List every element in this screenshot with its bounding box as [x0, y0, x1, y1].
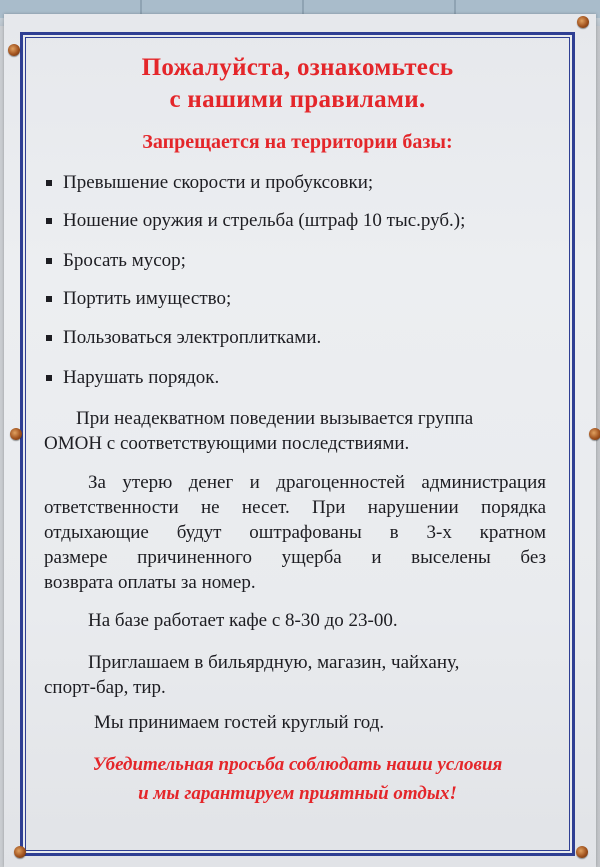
paragraph-line: Мы принимаем гостей круглый год.: [94, 712, 385, 733]
poster-title-line-1: Пожалуйста, ознакомьтесь: [141, 54, 454, 81]
rule-text: Бросать мусор;: [63, 250, 186, 271]
pin-icon: [10, 428, 22, 440]
pin-icon: [589, 428, 600, 440]
bullet-icon: [46, 180, 52, 186]
bullet-icon: [46, 335, 52, 341]
poster-title-line-2: с нашими правилами.: [169, 86, 426, 113]
pin-icon: [14, 846, 26, 858]
paragraph-line: возврата оплаты за номер.: [44, 572, 256, 593]
rule-item: [46, 172, 373, 194]
rule-item: [46, 367, 219, 389]
paragraph-line: ОМОН с соответствующими последствиями.: [44, 433, 410, 454]
paragraph-line: размере причиненного ущерба и выселены без: [44, 547, 546, 568]
pin-icon: [577, 16, 589, 28]
paragraph-line: ответственности не несет. При нарушении порядка: [44, 497, 546, 518]
prohibitions-heading: Запрещается на территории базы:: [142, 131, 453, 153]
liability-paragraph: [44, 470, 546, 595]
bullet-icon: [46, 296, 52, 302]
pin-icon: [576, 846, 588, 858]
paragraph-line: Приглашаем в бильярдную, магазин, чайхану,: [88, 652, 460, 673]
rule-text: Пользоваться электроплитками.: [63, 327, 322, 348]
rule-item: [46, 210, 465, 232]
bullet-icon: [46, 375, 52, 381]
rule-item: [46, 327, 321, 349]
rule-text: Портить имущество;: [63, 288, 232, 309]
year-round-note: [94, 710, 384, 735]
paragraph-line: При неадекватном поведении вызывается группа: [76, 408, 474, 429]
closing-line: Убедительная просьба соблюдать наши условия: [92, 754, 503, 775]
cafe-hours: [88, 608, 398, 633]
invite-paragraph: [44, 650, 459, 700]
omon-paragraph: [44, 406, 473, 456]
closing-line: и мы гарантируем приятный отдых!: [138, 783, 457, 804]
paragraph-line: отдыхающие будут оштрафованы в 3-х кратном: [44, 522, 546, 543]
rule-item: [46, 250, 186, 272]
rule-text: Ношение оружия и стрельба (штраф 10 тыс.руб.);: [63, 210, 466, 231]
rule-text: Нарушать порядок.: [63, 367, 220, 388]
bullet-icon: [46, 218, 52, 224]
bullet-icon: [46, 258, 52, 264]
paragraph-line: спорт-бар, тир.: [44, 677, 166, 698]
rule-item: [46, 288, 231, 310]
closing-request: [20, 752, 575, 806]
paragraph-line: На базе работает кафе с 8-30 до 23-00.: [88, 610, 398, 631]
rule-text: Превышение скорости и пробуксовки;: [63, 172, 374, 193]
paragraph-line: За утерю денег и драгоценностей администрация: [88, 472, 546, 493]
pin-icon: [8, 44, 20, 56]
